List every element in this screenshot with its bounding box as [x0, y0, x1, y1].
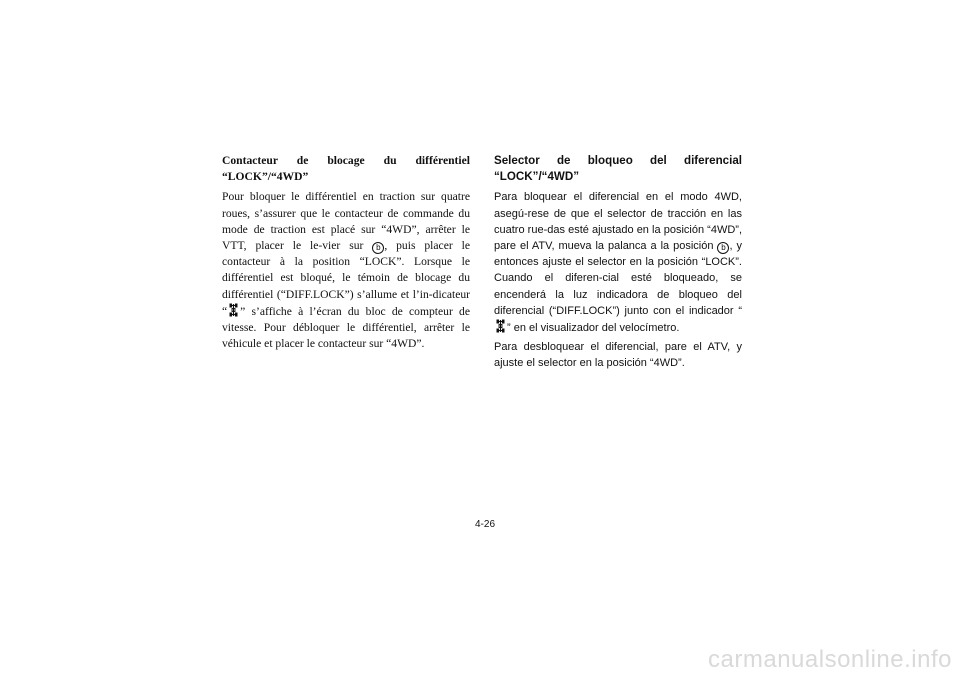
page-number: 4-26 [474, 519, 495, 530]
french-text-b: , puis placer le contacteur à la position “LOCK”. Lorsque le différentiel est bloqué, le témoin de blocage du différentiel (“DIFF.LOCK”) s’allume et l’in-dicateur “ [222, 239, 470, 318]
french-heading-line1: Contacteur de blocage du différentiel [222, 154, 470, 167]
spanish-paragraph-2: Para desbloquear el diferencial, pare el ATV, y ajuste el selector en la posición “4WD”. [494, 341, 742, 370]
spanish-text-a: Para bloquear el diferencial en el modo 4WD, asegú-rese de que el selector de tracción en las cuatro rue-das esté ajustado en la posición “4WD”, pare el ATV, mueva la palanca a la posición [494, 191, 742, 253]
french-text-a: Pour bloquer le différentiel en traction sur quatre roues, s’assurer que le contacteur de commande du mode de traction est placé sur “4WD”, arrêter le VTT, placer le le-vier sur [222, 190, 470, 253]
diff-lock-indicator-icon [496, 319, 505, 333]
spanish-paragraph-1 [494, 189, 742, 336]
position-b-marker: b [717, 242, 729, 254]
position-b-marker: b [372, 242, 384, 254]
french-column [222, 153, 470, 355]
diff-lock-indicator-icon [229, 303, 238, 317]
french-text-c: ” s’affiche à l’écran du bloc de compteur de vitesse. Pour débloquer le différentiel, arrêter le véhicule et placer le contacteur sur “4WD”. [222, 304, 470, 351]
spanish-heading-line2: “LOCK”/“4WD” [494, 170, 580, 184]
spanish-text-b: , y entonces ajuste el selector en la posición “LOCK”. Cuando el diferen-cial esté bloqueado, se encenderá la luz indicadora de bloqueo del diferencial (“DIFF.LOCK”) junto con el indicador “ [494, 240, 742, 317]
spanish-heading-line1: Selector de bloqueo del diferencial [494, 154, 742, 167]
spanish-column [494, 153, 742, 375]
french-heading-line2: “LOCK”/“4WD” [222, 170, 309, 184]
french-heading [222, 153, 470, 185]
french-paragraph [222, 189, 470, 352]
spanish-text-c: ” en el visualizador del velocímetro. [507, 322, 680, 335]
spanish-heading [494, 153, 742, 185]
watermark: carmanualsonline.info [708, 646, 952, 673]
